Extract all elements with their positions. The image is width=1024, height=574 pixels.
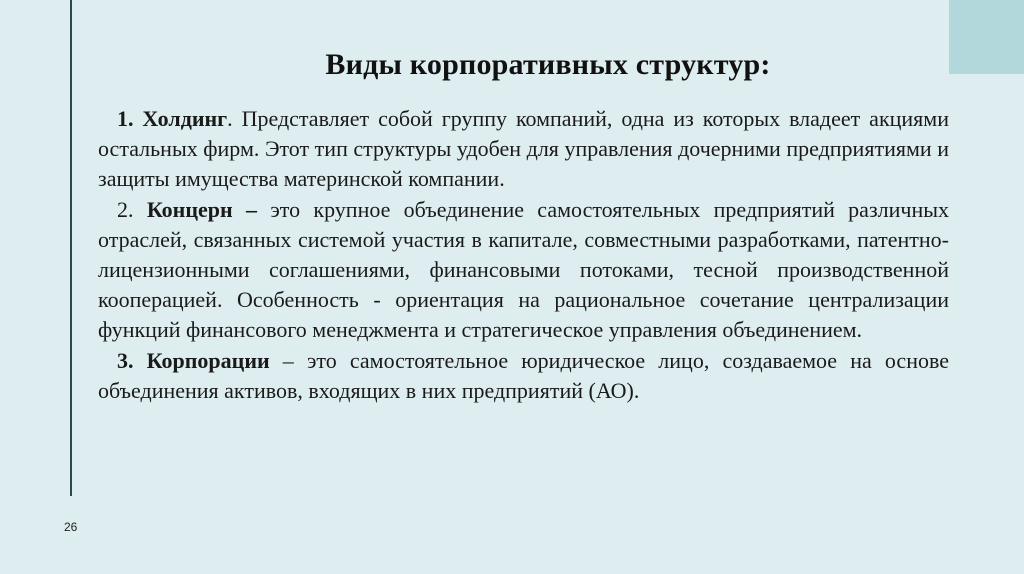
term-corporation: 3. Корпорации xyxy=(117,347,270,373)
paragraph-concern-text: это крупное объединение самостоятельных предприятий различных отраслей, связанных системой участия в капитале, совместными разработками, патентно-лицензионными соглашениями, финансовыми потоками, тесной производственной кооперацией. Особенность - ориентация на рациональное сочетание централизации функций финансового менеджмента и стратегическое управления объединением. xyxy=(98,196,950,343)
term-holding: 1. Холдинг xyxy=(117,106,228,131)
paragraph-corporation xyxy=(98,346,949,406)
paragraph-concern-number: 2. xyxy=(117,196,147,222)
slide-number: 26 xyxy=(64,520,78,534)
paragraph-concern xyxy=(98,195,949,346)
paragraph-corporation-text: – это самостоятельное юридическое лицо, создаваемое на основе объединения активов, входящих в них предприятий (АО). xyxy=(98,347,949,403)
term-concern: Концерн – xyxy=(146,196,258,222)
slide-title: Виды корпоративных структур: xyxy=(325,48,771,81)
slide-body xyxy=(98,104,949,406)
paragraph-holding-text: . Представляет собой группу компаний, одна из которых владеет акциями остальных фирм. Этот тип структуры удобен для управления дочерними предприятиями и защиты имущества материнской компании. xyxy=(98,106,949,192)
paragraph-holding xyxy=(98,104,949,195)
